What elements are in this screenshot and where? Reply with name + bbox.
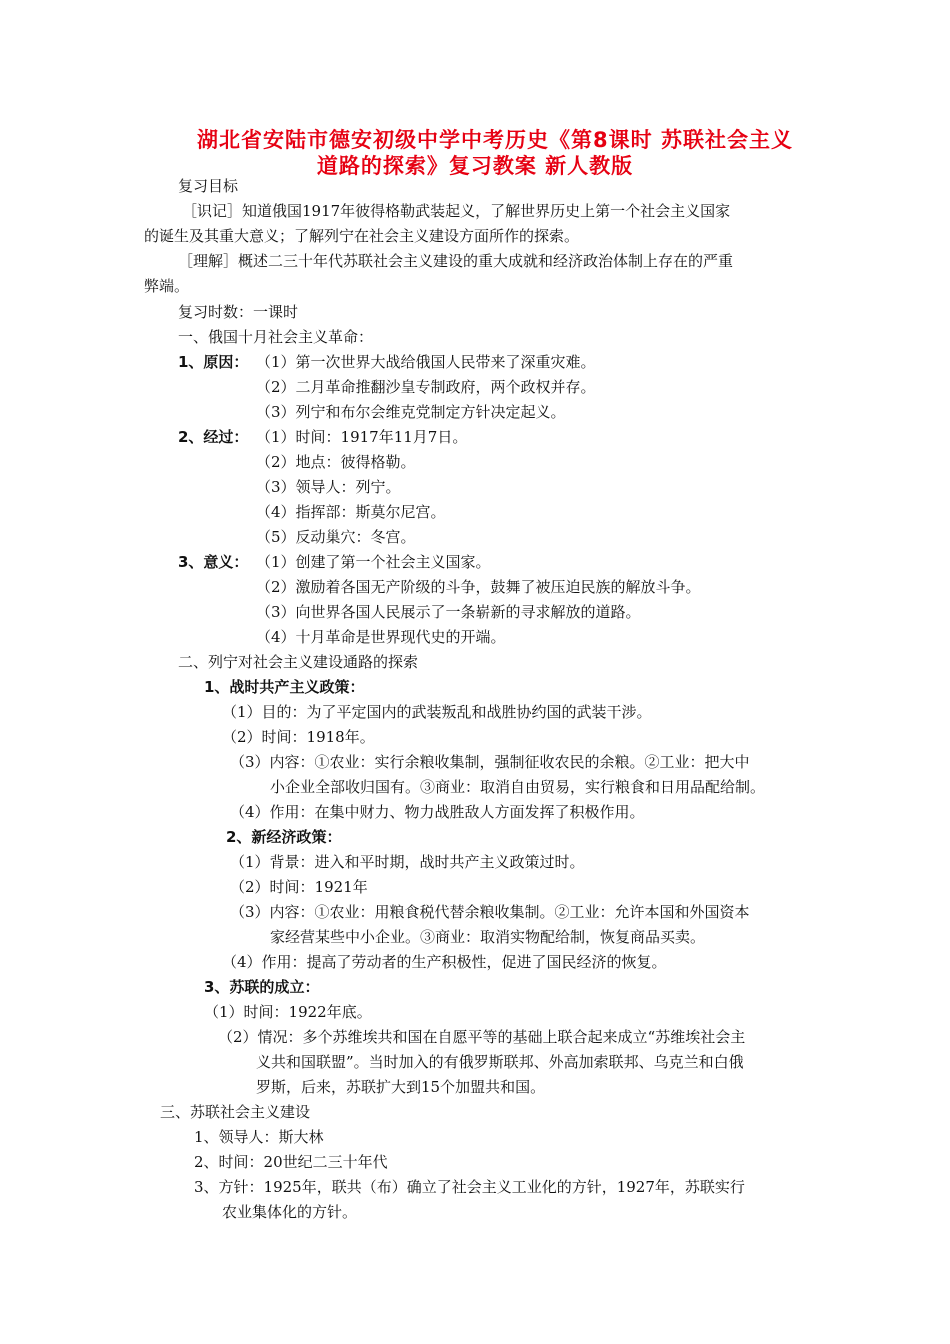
document-title-line-2: 道路的探索》复习教案 新人教版 (316, 154, 634, 178)
nep-item-4: （4）作用：提高了劳动者的生产积极性，促进了国民经济的恢复。 (222, 953, 667, 971)
meaning-item-1: （1）创建了第一个社会主义国家。 (256, 553, 491, 571)
ussr-founding-label: 3、苏联的成立： (204, 978, 320, 996)
nep-item-3-line-1: （3）内容：①农业：用粮食税代替余粮收集制。②工业：允许本国和外国资本 (230, 903, 750, 921)
nep-item-3-line-2: 家经营某些中小企业。③商业：取消实物配给制，恢复商品买卖。 (270, 928, 706, 946)
section-3-policy-line-1: 3、方针：1925年，联共（布）确立了社会主义工业化的方针，1927年，苏联实行 (194, 1178, 745, 1196)
war-communism-item-1: （1）目的：为了平定国内的武装叛乱和战胜协约国的武装干涉。 (222, 703, 652, 721)
war-communism-item-3-line-1: （3）内容：①农业：实行余粮收集制，强制征收农民的余粮。②工业：把大中 (230, 753, 750, 771)
cause-label: 1、原因： (178, 353, 249, 371)
process-label: 2、经过： (178, 428, 249, 446)
document-title-line-1: 湖北省安陆市德安初级中学中考历史《第8课时 苏联社会主义 (197, 128, 793, 152)
ussr-founding-item-2-line-3: 罗斯，后来，苏联扩大到15个加盟共和国。 (256, 1078, 546, 1096)
objective-understand-line-2: 弊端。 (144, 277, 190, 295)
nep-item-2: （2）时间：1921年 (230, 878, 368, 896)
nep-item-1: （1）背景：进入和平时期，战时共产主义政策过时。 (230, 853, 585, 871)
cause-item-3: （3）列宁和布尔会维克党制定方针决定起义。 (256, 403, 566, 421)
section-2-heading: 二、列宁对社会主义建设通路的探索 (178, 653, 419, 671)
war-communism-label: 1、战时共产主义政策： (204, 678, 365, 696)
war-communism-item-4: （4）作用：在集中财力、物力战胜敌人方面发挥了积极作用。 (230, 803, 645, 821)
ussr-founding-item-2-line-2: 义共和国联盟”。当时加入的有俄罗斯联邦、外高加索联邦、乌克兰和白俄 (256, 1053, 744, 1071)
meaning-item-3: （3）向世界各国人民展示了一条崭新的寻求解放的道路。 (256, 603, 641, 621)
process-item-3: （3）领导人：列宁。 (256, 478, 401, 496)
meaning-item-4: （4）十月革命是世界现代史的开端。 (256, 628, 506, 646)
review-hours: 复习时数：一课时 (178, 303, 299, 321)
process-item-5: （5）反动巢穴：冬宫。 (256, 528, 416, 546)
objective-memorize-line-2: 的诞生及其重大意义；了解列宁在社会主义建设方面所作的探索。 (144, 227, 580, 245)
section-1-heading: 一、俄国十月社会主义革命： (178, 328, 374, 346)
cause-item-1: （1）第一次世界大战给俄国人民带来了深重灾难。 (256, 353, 596, 371)
war-communism-item-2: （2）时间：1918年。 (222, 728, 375, 746)
objective-understand-line-1: ［理解］概述二三十年代苏联社会主义建设的重大成就和经济政治体制上存在的严重 (178, 252, 734, 270)
section-3-heading: 三、苏联社会主义建设 (160, 1103, 311, 1121)
cause-item-2: （2）二月革命推翻沙皇专制政府，两个政权并存。 (256, 378, 596, 396)
war-communism-item-3-line-2: 小企业全部收归国有。③商业：取消自由贸易，实行粮食和日用品配给制。 (270, 778, 766, 796)
section-3-time: 2、时间：20世纪二三十年代 (194, 1153, 388, 1171)
ussr-founding-item-2-line-1: （2）情况：多个苏维埃共和国在自愿平等的基础上联合起来成立“苏维埃社会主 (218, 1028, 746, 1046)
process-item-4: （4）指挥部：斯莫尔尼宫。 (256, 503, 446, 521)
nep-label: 2、新经济政策： (226, 828, 342, 846)
section-3-leader: 1、领导人：斯大林 (194, 1128, 324, 1146)
process-item-1: （1）时间：1917年11月7日。 (256, 428, 468, 446)
meaning-item-2: （2）激励着各国无产阶级的斗争，鼓舞了被压迫民族的解放斗争。 (256, 578, 701, 596)
objective-memorize-line-1: ［识记］知道俄国1917年彼得格勒武装起义，了解世界历史上第一个社会主义国家 (182, 202, 731, 220)
section-3-policy-line-2: 农业集体化的方针。 (222, 1203, 358, 1221)
process-item-2: （2）地点：彼得格勒。 (256, 453, 416, 471)
ussr-founding-item-1: （1）时间：1922年底。 (204, 1003, 372, 1021)
objectives-heading: 复习目标 (178, 177, 239, 195)
meaning-label: 3、意义： (178, 553, 249, 571)
